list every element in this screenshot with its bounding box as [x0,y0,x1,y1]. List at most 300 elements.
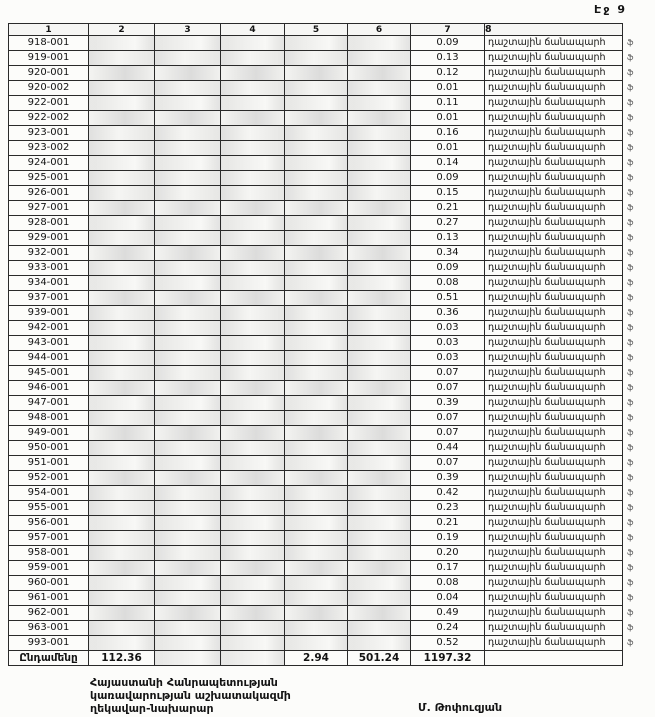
handwritten-margin-mark: ֆ [627,413,634,422]
handwritten-margin-mark: ֆ [627,98,634,107]
area-value: 0.01 [411,111,485,126]
area-value: 0.20 [411,546,485,561]
table-row [9,336,643,351]
empty-cell [348,591,411,606]
handwritten-margin-mark: ֆ [627,128,634,137]
parcel-code: 932-001 [9,246,89,261]
land-use-label: դաշտային ճանապարհ [485,201,623,216]
land-use-label: դաշտային ճանապարհ [485,141,623,156]
empty-cell [348,426,411,441]
area-value: 0.17 [411,561,485,576]
parcel-code: 922-002 [9,111,89,126]
empty-cell [348,456,411,471]
table-row [9,561,643,576]
empty-cell [89,96,155,111]
empty-cell [89,546,155,561]
area-value: 0.12 [411,66,485,81]
land-use-label: դաշտային ճանապարհ [485,156,623,171]
totals-col7: 1197.32 [411,651,485,666]
empty-cell [155,51,221,66]
totals-label: Ընդամենը [9,651,89,666]
empty-cell [348,576,411,591]
handwritten-margin-mark: ֆ [627,533,634,542]
handwritten-margin-mark: ֆ [627,458,634,467]
parcel-code: 955-001 [9,501,89,516]
parcel-code: 942-001 [9,321,89,336]
parcel-code: 934-001 [9,276,89,291]
area-value: 0.34 [411,246,485,261]
empty-cell [155,336,221,351]
land-use-label: դաշտային ճանապարհ [485,321,623,336]
handwritten-margin-mark: ֆ [627,233,634,242]
empty-cell [285,156,348,171]
empty-cell [285,396,348,411]
empty-cell [221,621,285,636]
parcel-code: 923-001 [9,126,89,141]
empty-cell [155,246,221,261]
empty-cell [285,486,348,501]
area-value: 0.13 [411,51,485,66]
handwritten-margin-mark: ֆ [627,638,634,647]
land-use-label: դաշտային ճանապարհ [485,561,623,576]
empty-cell [155,621,221,636]
table-row [9,66,643,81]
empty-cell [221,306,285,321]
area-value: 0.52 [411,636,485,651]
empty-cell [221,246,285,261]
column-number-row [9,24,643,36]
table-row [9,381,643,396]
empty-cell [155,141,221,156]
land-use-label: դաշտային ճանապարհ [485,171,623,186]
column-number: 3 [155,24,221,36]
empty-cell [285,261,348,276]
empty-cell [348,201,411,216]
empty-cell [89,621,155,636]
empty-cell [89,81,155,96]
area-value: 0.27 [411,216,485,231]
land-use-label: դաշտային ճանապարհ [485,81,623,96]
area-value: 0.51 [411,291,485,306]
land-use-label: դաշտային ճանապարհ [485,531,623,546]
handwritten-margin-mark: ֆ [627,68,634,77]
table-row [9,36,643,51]
empty-cell [348,366,411,381]
empty-cell [348,126,411,141]
parcel-code: 919-001 [9,51,89,66]
area-value: 0.07 [411,381,485,396]
area-value: 0.14 [411,156,485,171]
empty-cell [155,426,221,441]
empty-cell [285,546,348,561]
empty-cell [155,111,221,126]
handwritten-margin-mark: ֆ [627,83,634,92]
area-value: 0.08 [411,576,485,591]
empty-cell [221,156,285,171]
empty-cell [221,231,285,246]
land-use-label: դաշտային ճանապարհ [485,216,623,231]
table-row [9,291,643,306]
empty-cell [221,531,285,546]
empty-cell [89,591,155,606]
empty-cell [155,516,221,531]
land-use-label: դաշտային ճանապարհ [485,336,623,351]
empty-cell [221,486,285,501]
area-value: 0.19 [411,531,485,546]
column-number: 7 [411,24,485,36]
empty-cell [221,411,285,426]
empty-cell [348,621,411,636]
parcel-code: 944-001 [9,351,89,366]
empty-cell [285,501,348,516]
empty-cell [285,591,348,606]
empty-cell [285,276,348,291]
area-value: 0.07 [411,411,485,426]
empty-cell [155,81,221,96]
empty-cell [285,606,348,621]
table-row [9,411,643,426]
empty-cell [285,306,348,321]
empty-cell [285,411,348,426]
land-use-label: դաշտային ճանապարհ [485,246,623,261]
empty-cell [285,141,348,156]
table-row [9,126,643,141]
empty-cell [89,381,155,396]
empty-cell [89,261,155,276]
handwritten-margin-mark: ֆ [627,203,634,212]
totals-col5: 2.94 [285,651,348,666]
land-use-label: դաշտային ճանապարհ [485,351,623,366]
empty-cell [285,66,348,81]
empty-cell [221,291,285,306]
empty-cell [221,111,285,126]
empty-cell [485,651,623,666]
table-row [9,396,643,411]
empty-cell [221,96,285,111]
table-row [9,546,643,561]
empty-cell [221,456,285,471]
table-row [9,96,643,111]
area-value: 0.01 [411,141,485,156]
parcel-code: 923-002 [9,141,89,156]
empty-cell [155,66,221,81]
land-use-label: դաշտային ճանապարհ [485,591,623,606]
empty-cell [348,96,411,111]
empty-cell [155,381,221,396]
parcel-code: 950-001 [9,441,89,456]
empty-cell [348,291,411,306]
table-row [9,156,643,171]
empty-cell [285,36,348,51]
land-use-label: դաշտային ճանապարհ [485,276,623,291]
empty-cell [348,306,411,321]
area-value: 0.01 [411,81,485,96]
handwritten-margin-mark: ֆ [627,398,634,407]
empty-cell [348,561,411,576]
land-use-label: դաշտային ճանապարհ [485,396,623,411]
handwritten-margin-mark: ֆ [627,443,634,452]
handwritten-margin-mark: ֆ [627,623,634,632]
empty-cell [221,501,285,516]
empty-cell [348,156,411,171]
table-row [9,486,643,501]
land-use-label: դաշտային ճանապարհ [485,126,623,141]
area-value: 0.15 [411,186,485,201]
parcel-code: 961-001 [9,591,89,606]
empty-cell [285,366,348,381]
empty-cell [221,591,285,606]
empty-cell [89,276,155,291]
empty-cell [221,441,285,456]
empty-cell [285,351,348,366]
land-use-label: դաշտային ճանապարհ [485,36,623,51]
empty-cell [285,531,348,546]
parcel-code: 993-001 [9,636,89,651]
handwritten-margin-mark: ֆ [627,578,634,587]
table-row [9,426,643,441]
handwritten-margin-mark: ֆ [627,293,634,302]
land-use-label: դաշտային ճանապարհ [485,546,623,561]
empty-cell [89,321,155,336]
empty-cell [155,261,221,276]
empty-cell [221,366,285,381]
empty-cell [155,201,221,216]
table-row [9,591,643,606]
empty-cell [348,606,411,621]
empty-cell [89,306,155,321]
table-row [9,306,643,321]
empty-cell [155,186,221,201]
area-value: 0.07 [411,456,485,471]
land-use-label: դաշտային ճանապարհ [485,66,623,81]
table-row [9,366,643,381]
column-number: 1 [9,24,89,36]
empty-cell [89,531,155,546]
parcel-code: 945-001 [9,366,89,381]
parcel-code: 943-001 [9,336,89,351]
empty-cell [89,51,155,66]
empty-cell [348,36,411,51]
empty-cell [221,546,285,561]
empty-cell [348,501,411,516]
handwritten-margin-mark: ֆ [627,353,634,362]
empty-cell [221,141,285,156]
empty-cell [348,261,411,276]
area-value: 0.44 [411,441,485,456]
empty-cell [348,636,411,651]
empty-cell [221,81,285,96]
empty-cell [89,291,155,306]
empty-cell [89,501,155,516]
handwritten-margin-mark: ֆ [627,173,634,182]
empty-cell [285,321,348,336]
table-row [9,111,643,126]
empty-cell [155,501,221,516]
empty-cell [221,216,285,231]
empty-cell [89,396,155,411]
empty-cell [285,231,348,246]
empty-cell [89,351,155,366]
empty-cell [155,606,221,621]
empty-cell [221,651,285,666]
land-use-label: դաշտային ճանապարհ [485,366,623,381]
table-row [9,636,643,651]
handwritten-margin-mark: ֆ [627,158,634,167]
area-value: 0.21 [411,201,485,216]
table-row [9,81,643,96]
empty-cell [285,126,348,141]
empty-cell [285,96,348,111]
empty-cell [348,516,411,531]
area-value: 0.39 [411,471,485,486]
empty-cell [155,156,221,171]
empty-cell [221,351,285,366]
handwritten-margin-mark: ֆ [627,248,634,257]
empty-cell [348,531,411,546]
empty-cell [348,486,411,501]
empty-cell [155,651,221,666]
margin-area [623,651,643,666]
empty-cell [155,306,221,321]
land-use-label: դաշտային ճանապարհ [485,306,623,321]
handwritten-margin-mark: ֆ [627,278,634,287]
empty-cell [221,396,285,411]
land-use-label: դաշտային ճանապարհ [485,516,623,531]
empty-cell [221,516,285,531]
parcel-code: 948-001 [9,411,89,426]
area-value: 0.23 [411,501,485,516]
parcel-code: 949-001 [9,426,89,441]
empty-cell [285,561,348,576]
empty-cell [348,471,411,486]
empty-cell [155,456,221,471]
empty-cell [155,636,221,651]
parcel-code: 922-001 [9,96,89,111]
table-row [9,501,643,516]
empty-cell [221,321,285,336]
table-row [9,51,643,66]
empty-cell [348,351,411,366]
area-value: 0.07 [411,366,485,381]
empty-cell [155,531,221,546]
empty-cell [155,291,221,306]
empty-cell [221,126,285,141]
parcel-code: 963-001 [9,621,89,636]
parcel-code: 920-002 [9,81,89,96]
parcel-code: 926-001 [9,186,89,201]
handwritten-margin-mark: ֆ [627,473,634,482]
empty-cell [348,216,411,231]
empty-cell [348,441,411,456]
empty-cell [89,111,155,126]
parcel-code: 957-001 [9,531,89,546]
column-number: 8 [485,24,623,36]
land-use-label: դաշտային ճանապարհ [485,51,623,66]
page-number: Էջ 9 [594,3,627,16]
empty-cell [221,426,285,441]
empty-cell [89,216,155,231]
land-use-label: դաշտային ճանապարհ [485,111,623,126]
land-use-label: դաշտային ճանապարհ [485,96,623,111]
land-use-label: դաշտային ճանապարհ [485,186,623,201]
column-number: 5 [285,24,348,36]
handwritten-margin-mark: ֆ [627,263,634,272]
parcel-code: 956-001 [9,516,89,531]
area-value: 0.49 [411,606,485,621]
parcel-code: 918-001 [9,36,89,51]
parcel-code: 929-001 [9,231,89,246]
empty-cell [89,186,155,201]
table-row [9,606,643,621]
totals-col2: 112.36 [89,651,155,666]
table-row [9,576,643,591]
area-value: 0.11 [411,96,485,111]
table-row [9,231,643,246]
empty-cell [155,351,221,366]
empty-cell [89,426,155,441]
parcel-code: 951-001 [9,456,89,471]
parcel-code: 937-001 [9,291,89,306]
empty-cell [89,246,155,261]
table-row [9,621,643,636]
area-value: 0.16 [411,126,485,141]
empty-cell [155,576,221,591]
empty-cell [89,486,155,501]
column-number: 4 [221,24,285,36]
parcel-code: 952-001 [9,471,89,486]
empty-cell [155,471,221,486]
empty-cell [89,36,155,51]
empty-cell [285,576,348,591]
empty-cell [89,411,155,426]
table-row [9,216,643,231]
empty-cell [221,51,285,66]
empty-cell [155,96,221,111]
area-value: 0.42 [411,486,485,501]
empty-cell [348,51,411,66]
authority-line-3: ղեկավար-նախարար [90,702,214,715]
land-use-label: դաշտային ճանապարհ [485,411,623,426]
empty-cell [285,471,348,486]
empty-cell [221,201,285,216]
empty-cell [89,456,155,471]
empty-cell [155,216,221,231]
area-value: 0.13 [411,231,485,246]
empty-cell [155,126,221,141]
empty-cell [285,171,348,186]
empty-cell [348,246,411,261]
empty-cell [221,576,285,591]
empty-cell [89,576,155,591]
empty-cell [348,66,411,81]
empty-cell [285,186,348,201]
table-row [9,261,643,276]
empty-cell [348,546,411,561]
parcel-code: 958-001 [9,546,89,561]
table-row [9,516,643,531]
empty-cell [285,456,348,471]
area-value: 0.08 [411,276,485,291]
handwritten-margin-mark: ֆ [627,308,634,317]
handwritten-margin-mark: ֆ [627,563,634,572]
handwritten-margin-mark: ֆ [627,218,634,227]
area-value: 0.09 [411,36,485,51]
land-use-label: դաշտային ճանապարհ [485,606,623,621]
empty-cell [285,246,348,261]
empty-cell [285,111,348,126]
empty-cell [285,516,348,531]
empty-cell [221,336,285,351]
